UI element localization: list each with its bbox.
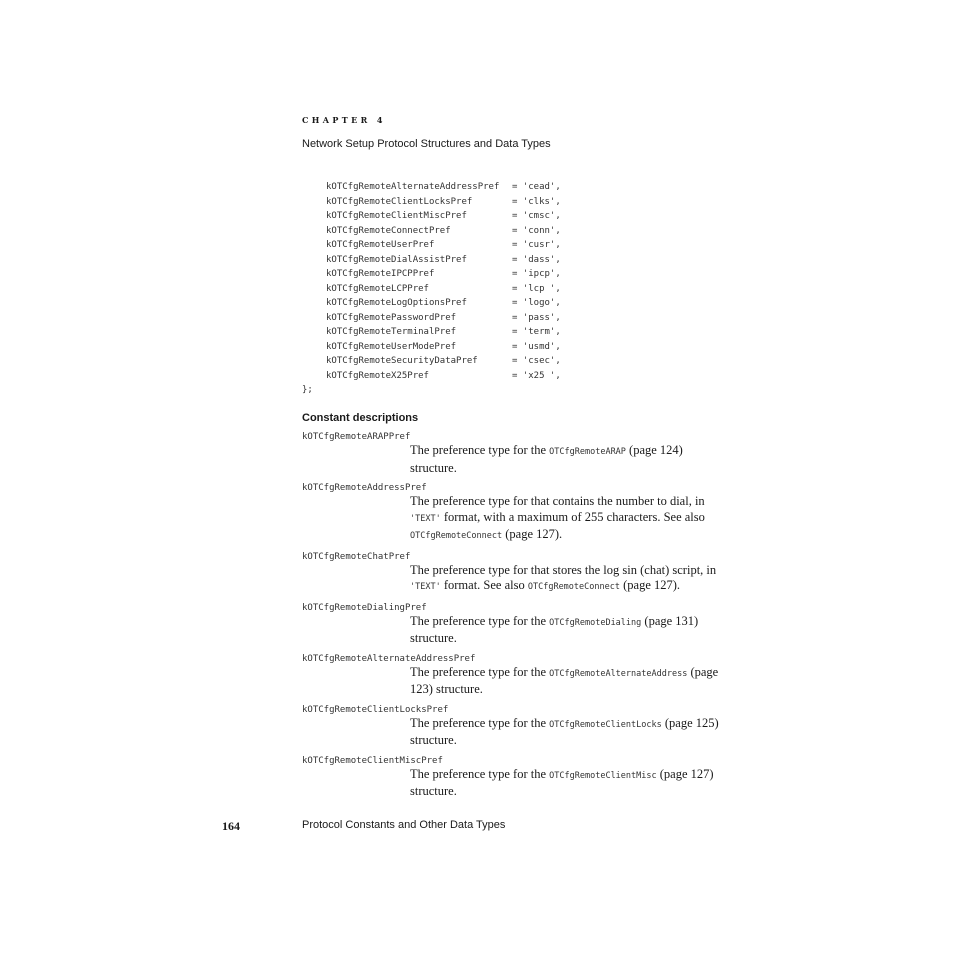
description-entry (302, 755, 732, 800)
description-text (410, 665, 732, 698)
description-text (410, 767, 732, 800)
constant-name: kOTCfgRemoteUserModePref (326, 341, 457, 352)
code-listing (302, 180, 561, 398)
constant-name: kOTCfgRemoteLCPPref (326, 283, 429, 294)
section-heading: Constant descriptions (302, 412, 419, 424)
description-text (410, 716, 732, 749)
constant-value: = 'lcp ', (512, 283, 561, 294)
description-entry (302, 482, 732, 545)
code-line (302, 296, 561, 311)
code-line (302, 267, 561, 282)
constant-value: = 'logo', (512, 298, 561, 308)
text-run: The preference type for the (410, 613, 550, 628)
text-run: (page 125) structure. (410, 715, 719, 747)
code-line (302, 282, 561, 297)
code-ref: OTCfgRemoteClientLocks (549, 719, 662, 730)
chapter-label: CHAPTER 4 (302, 115, 386, 125)
constant-value: = 'usmd', (512, 341, 561, 352)
text-run: The preference type for that stores the log sin (chat) script, in (410, 562, 717, 577)
description-entry (302, 602, 732, 647)
constant-value: = 'pass', (512, 312, 561, 323)
code-closing: }; (302, 385, 313, 395)
text-run: (page 127). (502, 527, 563, 541)
constant-name: kOTCfgRemoteDialAssistPref (326, 254, 467, 265)
constant-name: kOTCfgRemoteTerminalPref (326, 327, 457, 337)
constant-value: = 'csec', (512, 356, 561, 366)
code-line (302, 253, 561, 268)
code-line (302, 340, 561, 355)
text-run: format, with a maximum of 255 characters. See also (440, 509, 705, 524)
code-line (302, 195, 561, 210)
constant-name: kOTCfgRemoteIPCPPref (326, 269, 435, 279)
text-run: The preference type for that contains the number to dial, in (410, 494, 705, 508)
constant-value: = 'clks', (512, 196, 561, 207)
text-run: (page 124) structure. (410, 443, 683, 475)
constant-name: kOTCfgRemoteClientMiscPref (326, 211, 467, 221)
description-text (410, 494, 732, 545)
code-ref: OTCfgRemoteDialing (549, 617, 642, 628)
code-line (302, 224, 561, 239)
text-run: (page 127) structure. (410, 766, 714, 798)
running-head-title: Network Setup Protocol Structures and Data Types (302, 138, 551, 150)
description-term: kOTCfgRemoteClientMiscPref (302, 755, 443, 766)
text-run: The preference type for the (410, 443, 550, 457)
description-term: kOTCfgRemoteDialingPref (302, 602, 427, 613)
constant-name: kOTCfgRemoteConnectPref (326, 225, 451, 236)
description-entry (302, 704, 732, 749)
description-entry (302, 551, 732, 596)
constant-value: = 'cusr', (512, 240, 561, 250)
text-run: (page 131) structure. (410, 613, 699, 645)
code-line (302, 369, 561, 384)
text-run: (page 123) structure. (410, 664, 719, 696)
code-line (302, 180, 561, 195)
constant-value: = 'conn', (512, 225, 561, 236)
text-run: The preference type for the (410, 766, 550, 781)
description-term: kOTCfgRemoteChatPref (302, 551, 411, 562)
text-run: format. See also (440, 578, 528, 592)
constant-value: = 'x25 ', (512, 370, 561, 381)
description-term: kOTCfgRemoteAddressPref (302, 483, 427, 493)
code-ref: OTCfgRemoteARAP (549, 447, 626, 457)
constant-name: kOTCfgRemoteSecurityDataPref (326, 356, 478, 366)
code-ref: OTCfgRemoteConnect (527, 582, 620, 592)
code-ref: OTCfgRemoteConnect (410, 531, 503, 541)
code-ref: OTCfgRemoteClientMisc (549, 770, 657, 781)
constant-name: kOTCfgRemoteUserPref (326, 240, 435, 250)
constant-value: = 'cmsc', (512, 211, 561, 221)
footer-title: Protocol Constants and Other Data Types (302, 819, 506, 831)
constant-name: kOTCfgRemoteClientLocksPref (326, 196, 473, 207)
constant-value: = 'cead', (512, 182, 561, 192)
code-line (302, 325, 561, 340)
code-ref: OTCfgRemoteAlternateAddress (549, 668, 688, 679)
description-text (410, 614, 732, 647)
text-run: The preference type for the (410, 715, 550, 730)
description-entry (302, 431, 732, 476)
page-number: 164 (222, 819, 240, 833)
description-text (410, 563, 732, 596)
code-line (302, 238, 561, 253)
constant-value: = 'dass', (512, 254, 561, 265)
text-run: The preference type for the (410, 664, 550, 679)
code-line (302, 209, 561, 224)
constant-value: = 'term', (512, 327, 561, 337)
code-line (302, 311, 561, 326)
constant-descriptions (302, 431, 732, 806)
code-line (302, 354, 561, 369)
description-term: kOTCfgRemoteClientLocksPref (302, 704, 449, 715)
constant-name: kOTCfgRemotePasswordPref (326, 312, 457, 323)
description-entry (302, 653, 732, 698)
constant-name: kOTCfgRemoteLogOptionsPref (326, 298, 467, 308)
description-term: kOTCfgRemoteAlternateAddressPref (302, 653, 476, 664)
constant-name: kOTCfgRemoteAlternateAddressPref (326, 182, 500, 192)
code-ref: 'TEXT' (410, 582, 441, 592)
constant-name: kOTCfgRemoteX25Pref (326, 370, 429, 381)
description-text (410, 443, 732, 476)
constant-value: = 'ipcp', (512, 269, 561, 279)
text-run: (page 127). (619, 578, 681, 592)
description-term: kOTCfgRemoteARAPPref (302, 432, 411, 442)
code-ref: 'TEXT' (410, 513, 441, 524)
